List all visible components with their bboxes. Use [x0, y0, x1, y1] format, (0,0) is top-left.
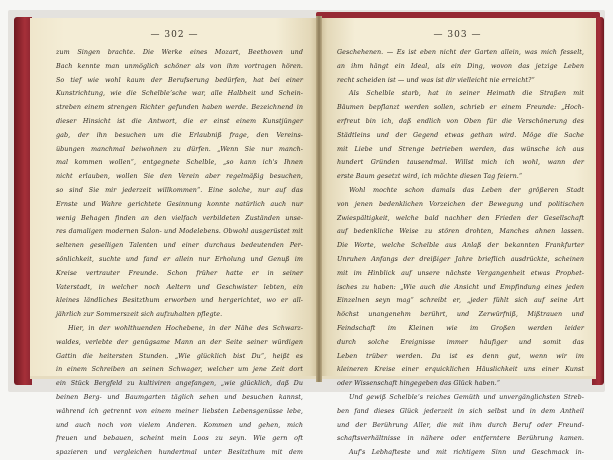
text-line: und der Berührung Aller, die mit ihm durch Beruf oder Freund- [337, 420, 584, 429]
text-line: Zwiespältigkeit, welche bald nachher den Frieden der Gesellschaft [337, 213, 584, 222]
text-line: Kunstrichtung, wie die Schelbleʼsche war, alle Halbheit und Schein- [56, 89, 303, 98]
text-line: jährlich zur Sommerszeit sich aufzuhalten pflegte. [56, 310, 223, 319]
text-line: dieser Hinsicht ist die Antwort, die er einst einem Kunstjünger [56, 116, 303, 125]
text-line: spazieren und vergleichen hundertmal unter Besitzthum mit dem [56, 448, 303, 457]
text-line: in einem Schreiben an seinen Schwager, welcher um jene Zeit dort [56, 365, 303, 374]
text-line: von jenen bedenklichen Vorzeichen der Bewegung und politischen [337, 199, 584, 208]
text-line: Gattin die heitersten Stunden. „Wie glücklich bist Du“, heißt es [56, 351, 303, 360]
text-line: mit Liebe und Strenge betrieben werden, das wünsche ich aus [337, 144, 584, 153]
text-line: Geschehenen. — Es ist eben nicht der Garten allein, was mich fesselt, [337, 48, 584, 56]
text-line: zum Singen brachte. Die Werke eines Mozart, Beethoven und [56, 48, 303, 56]
text-line: waldes, verlebte der genügsame Mann an der Seite seiner würdigen [56, 337, 303, 346]
text-line: hundert Gründen tausendmal. Willst mich ich wohl, wann der [337, 158, 584, 167]
text-line: Kreise vertrauter Freunde. Schon früher hatte er in seiner [56, 268, 303, 277]
text-line: recht scheiden ist — und was ist dir vielleicht nie erreicht?“ [337, 75, 535, 84]
text-line: während ich getrennt von einem meiner liebsten Lebensgenüsse lebe, [56, 406, 303, 415]
text-line: Bach kennte man unmöglich schöner als von ihm vortragen hören. [56, 61, 303, 70]
text-line: wenig Behagen finden an den vielfach verbildeten Zuständen unse- [56, 213, 303, 222]
right-page [319, 18, 596, 457]
text-line: erfreut bin ich, daß endlich von Oben für die Verschönerung des [337, 116, 584, 125]
text-line: Die Worte, welche Schelble aus Anlaß der bekannten Frankfurter [337, 241, 584, 250]
text-line: ein Stück Bergfeld zu kultiviren angefangen, „wie glücklich, daß Du [56, 379, 303, 388]
right-page-text [337, 46, 584, 460]
text-line: Vaterstadt, in welcher noch Aeltern und Geschwister lebten, ein [56, 282, 303, 291]
text-line: Städtleins und der Gegend etwas gethan wird. Möge die Sache [337, 130, 584, 139]
text-line: mit im Hinblick auf unsere nächste Vergangenheit etwas Prophet- [337, 268, 584, 277]
text-line: oder Wissenschaft hingegeben das Glück haben.“ [337, 379, 501, 388]
text-line: höchst unangenehm berührt, und Zerwürfniß, Mißtrauen und [337, 310, 584, 319]
text-line: an ihm hängt ein Ideal, als ein Ding, wovon das jetzige Leben [337, 61, 584, 70]
text-line: übungen manchmal beiwohnen zu dürfen. „Wenn Sie nur manch- [56, 144, 303, 153]
text-line: mal kommen wollen“, entgegnete Schelble, „so kann ich's Ihnen [56, 158, 303, 167]
text-line: Auf's Lebhafteste und mit richtigem Sinn und Geschmack in- [349, 448, 584, 457]
book-gutter [316, 16, 322, 382]
text-line: Unruhen Anfangs der dreißiger Jahre brieflich ausdrückte, scheinen [337, 254, 584, 263]
text-line: Feindschaft im Kleinen wie im Großen werden leider [337, 323, 584, 332]
text-line: Als Schelble starb, hat in seiner Heimath die Straßen mit [349, 89, 584, 98]
text-line: Bäumen bepflanzt werden sollen, schrieb er einem Freunde: „Hoch- [337, 103, 584, 112]
text-line: So tief wie wohl kaum der Berufserung bedürfen, hat bei einer [56, 75, 303, 84]
text-line: streben einem strengen Richter gefunden haben werde. Bezeichnend in [56, 103, 303, 112]
right-page-number: — 303 — [433, 30, 482, 40]
text-line: ben fand dieses Glück jederzeit in sich selbst und in dem Antheil [337, 406, 584, 415]
text-line: kleineren Kreise einer erquicklichen Häuslichkeit uns einer Kunst [337, 365, 584, 374]
text-line: nicht erlauben, wollen Sie den Verein aber regelmäßig besuchen, [56, 172, 303, 181]
text-line: so sind Sie mir jederzeit willkommen“. Eine solche, nur auf das [56, 185, 303, 194]
text-line: Wohl mochte schon damals das Leben der größeren Stadt [349, 185, 584, 194]
left-page [30, 18, 319, 457]
text-line: isches zu haben: „Wie auch die Ansicht und Empfindung eines jeden [337, 282, 584, 291]
text-line: Hier, in der wohlthuenden Hochebene, in der Nähe des Schwarz- [68, 323, 303, 332]
text-line: auf bedenkliche Weise zu stören drohten, Manches ahnen lassen. [337, 227, 584, 236]
text-line: freuen und bebauen, scheint mein Loos zu seyn. Wie gern oft [56, 434, 303, 443]
text-line: und auch noch von vielem Anderen. Kommen und gehen, mich [56, 420, 303, 429]
text-line: durch solche Ereignisse immer häufiger und somit das [337, 337, 584, 346]
text-line: res damaligen modernen Salon- und Modelebens. Obwohl ausgerüstet mit [56, 227, 303, 236]
text-line: gab, der ihn besuchen um die Erlaubniß frage, den Vereins- [56, 130, 303, 139]
text-line: kleines ländliches Besitzthum erworben und hergerichtet, wo er all- [56, 296, 303, 305]
text-line: seltenen geselligen Talenten und einer durchaus bedeutenden Per- [56, 241, 303, 250]
text-line: Leben trüber werden. Da ist es denn gut, wenn wir im [337, 351, 584, 360]
text-line: sönlichkeit, suchte und fand er allein nur Erholung und Genuß im [56, 254, 303, 263]
left-page-text [56, 46, 303, 460]
text-line: Ernste und Wahre gerichtete Gesinnung konnte natürlich auch nur [56, 199, 303, 208]
text-line: beinen Berg- und Baumgarten täglich sehen und besuchen kannst, [56, 392, 303, 401]
text-line: Und gewiß Schelbleʼs reiches Gemüth und unvergänglichsten Streb- [349, 392, 584, 401]
text-line: schaftsverhältnisse in nähere oder entferntere Berührung kamen. [337, 434, 584, 443]
text-line: erste Baum gesetzt wird, ich möchte diesen Tag feiern.“ [337, 172, 523, 181]
text-line: Einzelnen seyn mag“ schreibt er, „jeder fühlt sich auf seine Art [337, 296, 584, 305]
left-page-number: — 302 — [150, 30, 199, 40]
